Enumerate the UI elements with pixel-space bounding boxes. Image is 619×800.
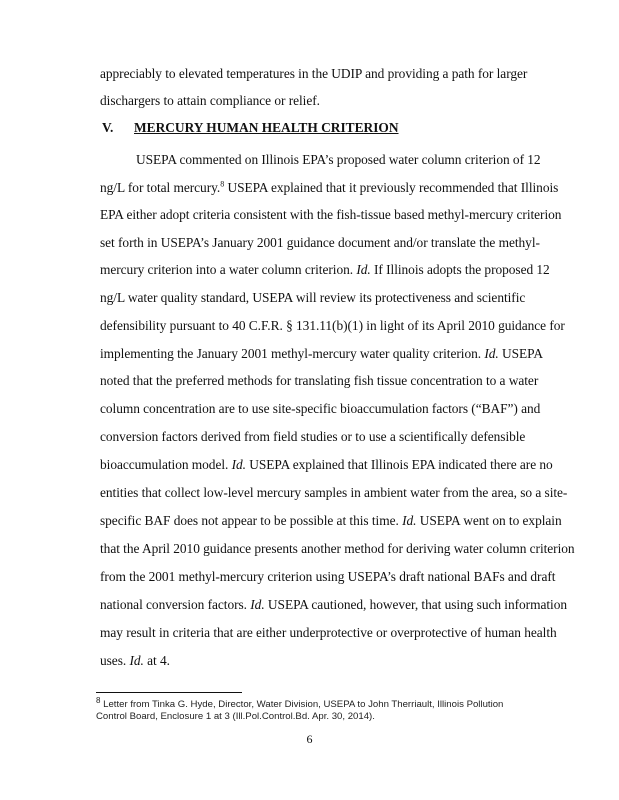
body-line: ng/L water quality standard, USEPA will review its protectiveness and scientific bbox=[100, 290, 526, 305]
page-number: 6 bbox=[306, 732, 313, 746]
text-run: specific BAF does not appear to be possible at this time. bbox=[100, 513, 403, 528]
body-line: EPA either adopt criteria consistent with the fish-tissue based methyl-mercury criterion bbox=[100, 207, 562, 222]
text-run: implementing the January 2001 methyl-mercury water quality criterion. bbox=[100, 346, 485, 361]
text-run: USEPA explained that it previously recommended that Illinois bbox=[224, 180, 559, 195]
body-line: noted that the preferred methods for translating fish tissue concentration to a water bbox=[100, 373, 539, 388]
citation-id: Id. bbox=[231, 457, 246, 472]
body-line bbox=[100, 597, 567, 613]
text-run: ng/L for total mercury. bbox=[100, 180, 221, 195]
citation-id: Id. bbox=[402, 513, 417, 528]
footnote-divider bbox=[96, 692, 242, 693]
text-run: mercury criterion into a water column criterion. bbox=[100, 262, 357, 277]
body-line: appreciably to elevated temperatures in the UDIP and providing a path for larger bbox=[100, 66, 528, 81]
text-run: USEPA went on to explain bbox=[416, 513, 562, 528]
body-line: entities that collect low-level mercury samples in ambient water from the area, so a site- bbox=[100, 485, 568, 500]
body-line bbox=[100, 180, 558, 196]
body-line bbox=[100, 346, 543, 362]
citation-id: Id. bbox=[356, 262, 371, 277]
text-run: at 4. bbox=[143, 653, 170, 668]
text-run: national conversion factors. bbox=[100, 597, 251, 612]
body-line: may result in criteria that are either underprotective or overprotective of human health bbox=[100, 625, 557, 640]
body-line: from the 2001 methyl-mercury criterion using USEPA’s draft national BAFs and draft bbox=[100, 569, 556, 584]
section-number: V. bbox=[102, 120, 114, 135]
text-run: bioaccumulation model. bbox=[100, 457, 232, 472]
citation-id: Id. bbox=[484, 346, 499, 361]
body-line: dischargers to attain compliance or relief. bbox=[100, 93, 320, 108]
text-run: USEPA explained that Illinois EPA indicated there are no bbox=[245, 457, 553, 472]
body-line bbox=[100, 513, 562, 529]
footnote-number: 8 bbox=[96, 695, 101, 705]
body-line bbox=[100, 653, 170, 669]
section-title: MERCURY HUMAN HEALTH CRITERION bbox=[134, 120, 399, 135]
text-run: USEPA bbox=[498, 346, 543, 361]
body-line bbox=[100, 262, 550, 278]
footnote-reference[interactable]: 8 bbox=[220, 179, 225, 189]
body-line: set forth in USEPA’s January 2001 guidance document and/or translate the methyl- bbox=[100, 235, 540, 250]
footnote-line bbox=[96, 695, 504, 711]
body-line bbox=[100, 457, 553, 473]
footnote-line: Control Board, Enclosure 1 at 3 (Ill.Pol.Control.Bd. Apr. 30, 2014). bbox=[96, 711, 375, 722]
text-run: USEPA cautioned, however, that using such information bbox=[264, 597, 567, 612]
text-run: uses. bbox=[100, 653, 130, 668]
body-line: conversion factors derived from field studies or to use a scientifically defensible bbox=[100, 429, 526, 444]
body-line: that the April 2010 guidance presents another method for deriving water column criterion bbox=[100, 541, 575, 556]
body-line: defensibility pursuant to 40 C.F.R. § 131.11(b)(1) in light of its April 2010 guidance for bbox=[100, 318, 565, 333]
citation-id: Id. bbox=[250, 597, 265, 612]
body-line: USEPA commented on Illinois EPA’s proposed water column criterion of 12 bbox=[136, 152, 541, 167]
footnote-text: Letter from Tinka G. Hyde, Director, Water Division, USEPA to John Therriault, Illinois Pollution bbox=[100, 699, 504, 710]
body-line: column concentration are to use site-specific bioaccumulation factors (“BAF”) and bbox=[100, 401, 541, 416]
citation-id: Id. bbox=[129, 653, 144, 668]
text-run: If Illinois adopts the proposed 12 bbox=[370, 262, 550, 277]
